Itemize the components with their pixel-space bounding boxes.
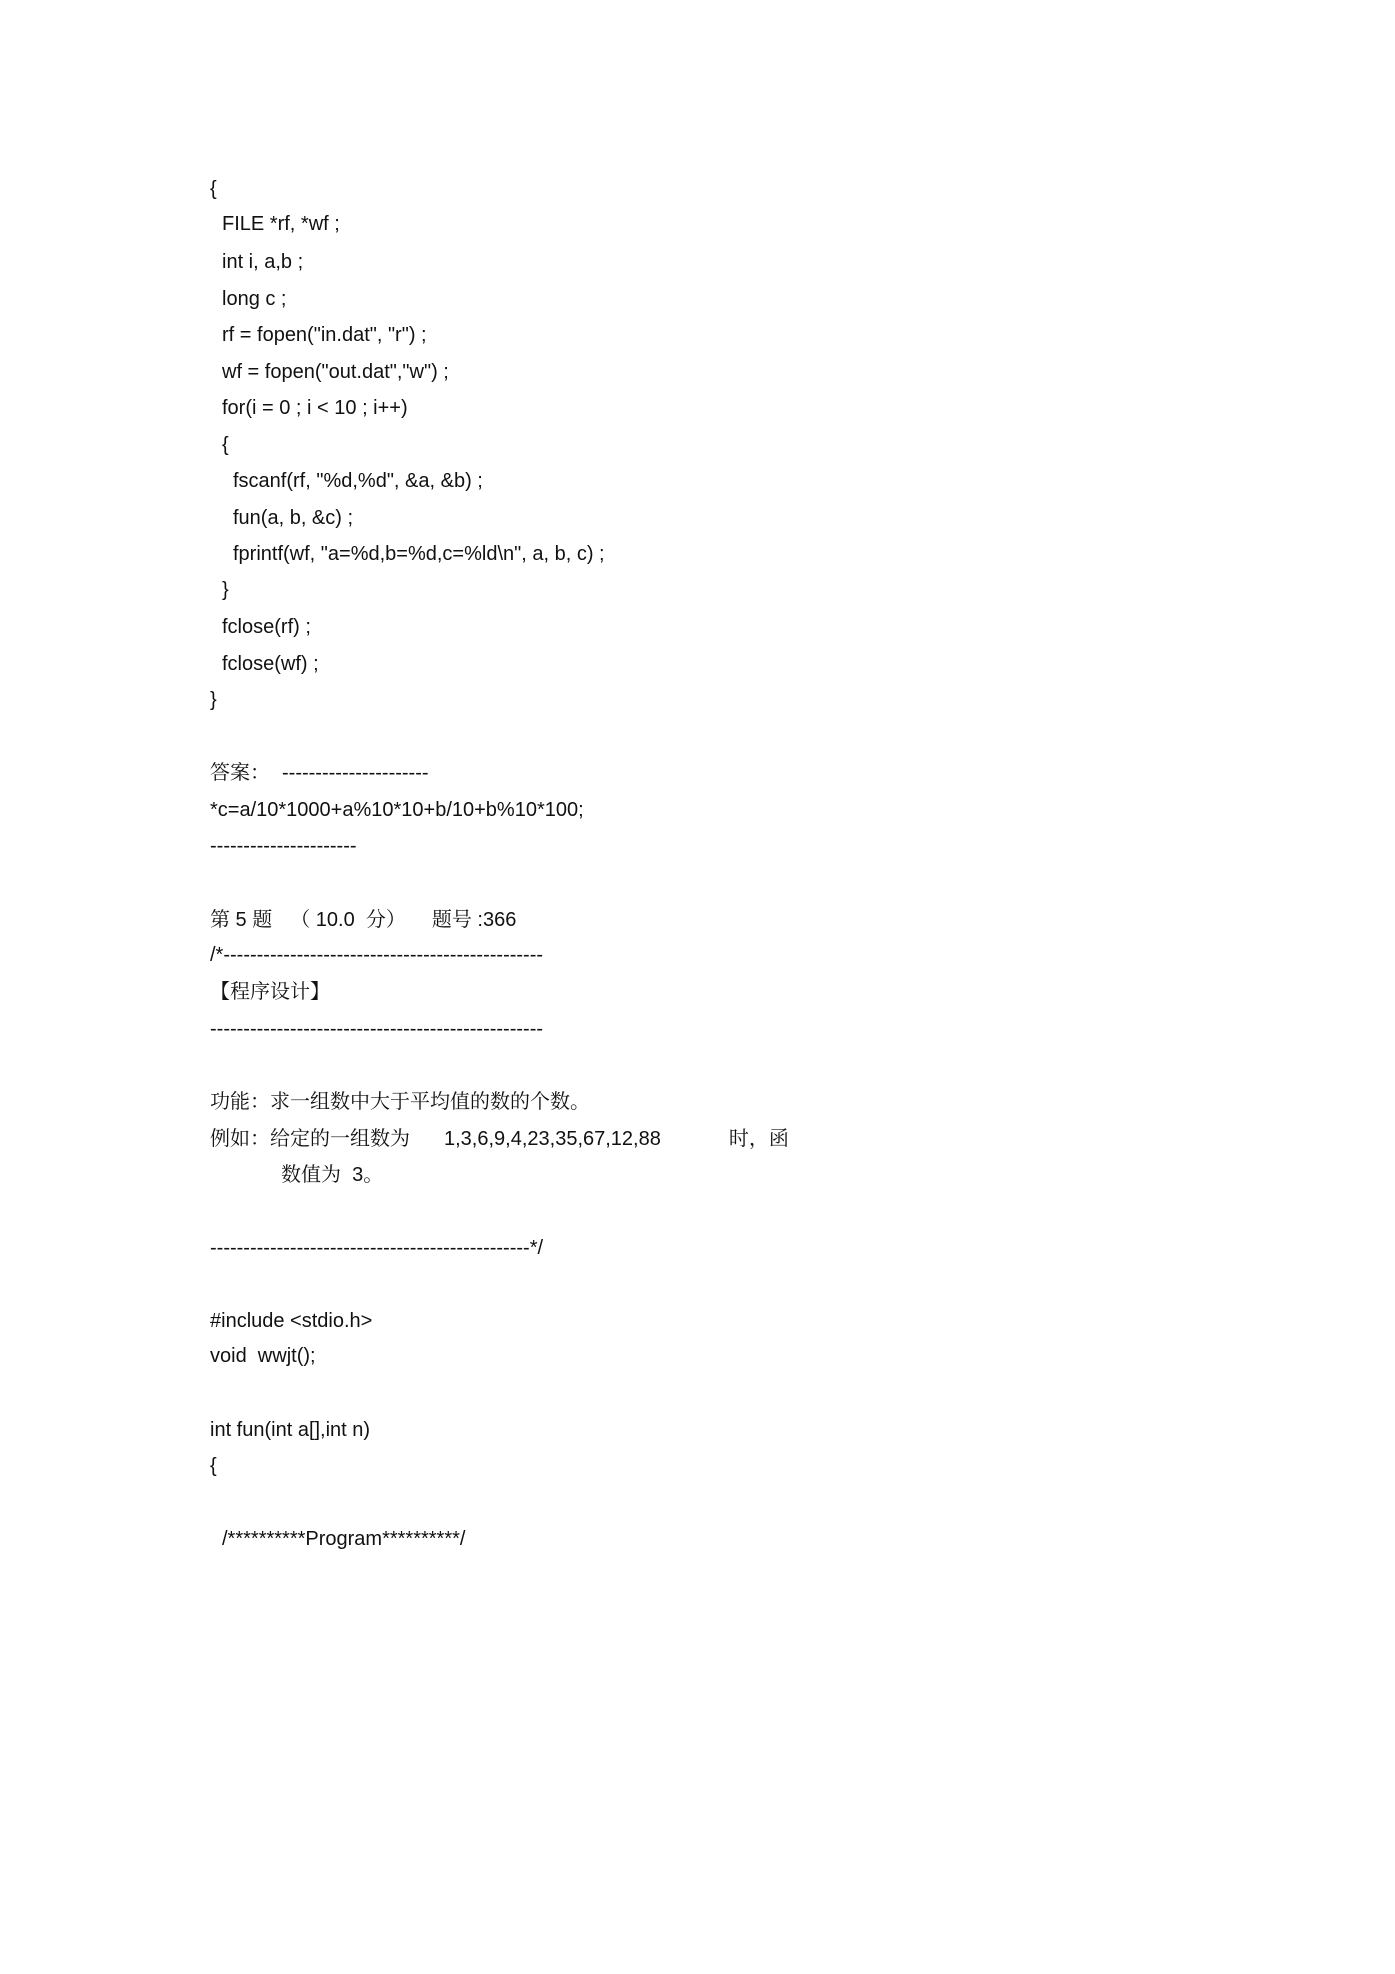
example-suffix: 时，函 xyxy=(728,1128,789,1150)
divider: -------------------------------------------------- xyxy=(210,1018,544,1040)
code-line: FILE *rf, *wf ; xyxy=(222,213,340,235)
answer-end-dashes: ---------------------- xyxy=(210,835,357,857)
question-type: 【程序设计】 xyxy=(210,981,330,1003)
comment-close: ------------------------------------------------*/ xyxy=(210,1237,544,1259)
question-id: 题号 :366 xyxy=(431,909,517,931)
code-line: int fun(int a[],int n) xyxy=(210,1419,371,1441)
code-line: { xyxy=(210,178,217,200)
code-line: fclose(wf) ; xyxy=(222,653,319,675)
code-line: int i, a,b ; xyxy=(222,251,304,273)
answer-header xyxy=(210,760,429,786)
code-line: wf = fopen("out.dat","w") ; xyxy=(222,361,449,383)
question-number: 第 5 题 xyxy=(210,909,273,931)
answer-label: 答案： xyxy=(210,762,270,784)
answer-formula: *c=a/10*1000+a%10*10+b/10+b%10*100; xyxy=(210,799,584,821)
example-line xyxy=(210,1126,789,1152)
code-line: fclose(rf) ; xyxy=(222,616,311,638)
code-line: fun(a, b, &c) ; xyxy=(233,507,354,529)
code-line: #include <stdio.h> xyxy=(210,1310,373,1332)
code-line: rf = fopen("in.dat", "r") ; xyxy=(222,324,427,346)
question-score: （ 10.0 分） xyxy=(290,909,406,931)
code-line: { xyxy=(222,434,229,456)
code-line: fscanf(rf, "%d,%d", &a, &b) ; xyxy=(233,470,483,492)
code-line: fprintf(wf, "a=%d,b=%d,c=%ld\n", a, b, c) ; xyxy=(233,543,605,565)
example-line-2: 数值为 3。 xyxy=(281,1164,384,1186)
example-numbers: 1,3,6,9,4,23,35,67,12,88 xyxy=(444,1128,661,1150)
code-line: void wwjt(); xyxy=(210,1345,316,1367)
code-line: } xyxy=(222,579,229,601)
code-line: { xyxy=(210,1455,217,1477)
answer-dashes: ---------------------- xyxy=(282,762,429,784)
example-prefix: 例如：给定的一组数为 xyxy=(210,1128,410,1150)
question-header xyxy=(210,907,516,933)
comment-open: /*------------------------------------------------ xyxy=(210,944,544,966)
code-line: long c ; xyxy=(222,288,287,310)
code-line: /**********Program**********/ xyxy=(222,1528,466,1550)
code-line: for(i = 0 ; i < 10 ; i++) xyxy=(222,397,408,419)
code-line: } xyxy=(210,689,217,711)
function-description: 功能：求一组数中大于平均值的数的个数。 xyxy=(210,1091,590,1113)
